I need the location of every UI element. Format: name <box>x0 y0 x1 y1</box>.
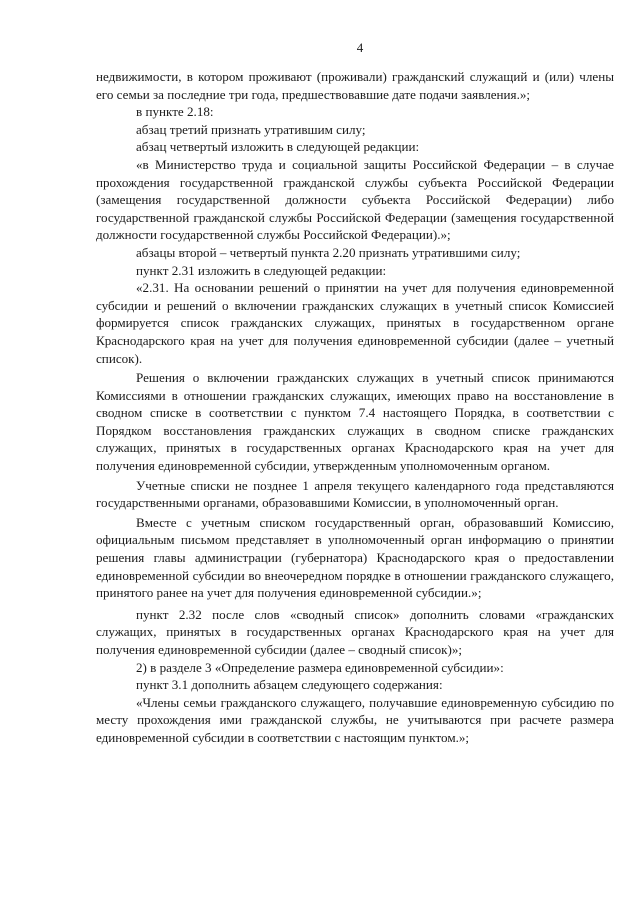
paragraph-14: пункт 3.1 дополнить абзацем следующего содержания: <box>136 677 443 693</box>
paragraph-10: Учетные списки не позднее 1 апреля текущего календарного года представляются государственными органами, образовавшими Комиссии, в уполномоченный орган. <box>96 477 614 511</box>
paragraph-12: пункт 2.32 после слов «сводный список» дополнить словами «гражданских служащих, принятых в государственных органах Краснодарского края на учет для получения единовременной субсидии (далее – сводный список)»; <box>96 606 614 657</box>
paragraph-5: «в Министерство труда и социальной защиты Российской Федерации – в случае прохождения государственной гражданской службы субъекта Российской Федерации (замещения государственной должности субъекта Российской Федерации) либо государственной гражданской службы Российской Федерации (замещения государственной должности государственной службы Российской Федерации).»; <box>96 156 614 243</box>
paragraph-1: недвижимости, в котором проживают (проживали) гражданский служащий и (или) члены его семьи за последние три года, предшествовавшие дате подачи заявления.»; <box>96 69 614 102</box>
paragraph-15: «Члены семьи гражданского служащего, получавшие единовременную субсидию по месту прохождения ими гражданской службы, не учитываются при расчете размера единовременной субсидии в соответствии с настоящим пунктом.»; <box>96 694 614 745</box>
paragraph-7: пункт 2.31 изложить в следующей редакции: <box>136 262 387 278</box>
paragraph-13: 2) в разделе 3 «Определение размера единовременной субсидии»: <box>136 659 504 675</box>
paragraph-3: абзац третий признать утратившим силу; <box>136 121 366 137</box>
paragraph-2: в пункте 2.18: <box>136 104 214 120</box>
paragraph-8: «2.31. На основании решений о принятии на учет для получения единовременной субсидии и решений о включении гражданских служащих в учетный список Комиссией формируется список гражданских служащих, принятых в государственном органе Краснодарского края на учет для получения единовременной субсидии (далее – учетный список). <box>96 280 614 366</box>
page-number: 4 <box>356 40 364 55</box>
paragraph-4: абзац четвертый изложить в следующей редакции: <box>136 139 420 155</box>
paragraph-11: Вместе с учетным списком государственный орган, образовавший Комиссию, официальным письмом представляет в уполномоченный орган информацию о принятии решения главы администрации (губернатора) Краснодарского края о предоставлении единовременной субсидии во внеочередном порядке в отношении гражданского служащего, принятого ранее на учет для получения единовременной субсидии.»; <box>96 514 614 601</box>
paragraph-9: Решения о включении гражданских служащих в учетный список принимаются Комиссиями в отношении гражданских служащих, имеющих право на восстановление в сводном списке в соответствии с пунктом 7.4 настоящего Порядка, в соответствии с Порядком восстановления гражданских служащих в сводном списке гражданских служащих, принятых в государственных органах Краснодарского края на учет для получения единовременной субсидии, утвержденным уполномоченным органом. <box>96 370 614 474</box>
paragraph-6: абзацы второй – четвертый пункта 2.20 признать утратившими силу; <box>136 244 521 260</box>
